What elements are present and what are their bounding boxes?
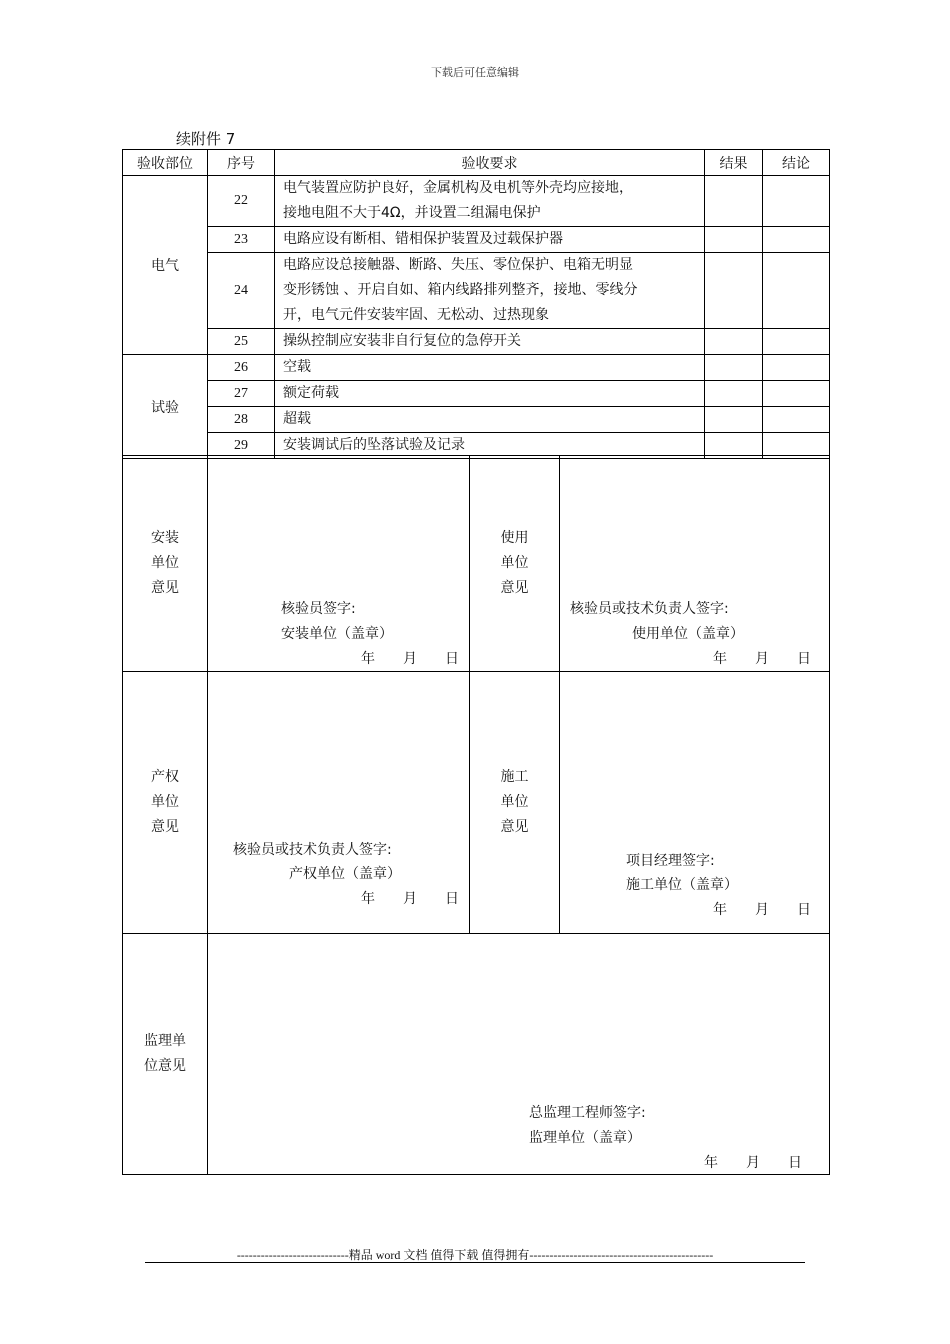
user-opinion-cell[interactable] bbox=[560, 456, 830, 672]
item-requirement: 空载 bbox=[275, 355, 705, 381]
opinion-row-owner-construct bbox=[123, 672, 830, 934]
result-cell[interactable] bbox=[705, 381, 763, 407]
item-requirement: 电路应设总接触器、断路、失压、零位保护、电箱无明显 变形锈蚀 、开启自如、箱内线路排列整齐，接地、零线分 开，电气元件安装牢固、无松动、过热现象 bbox=[275, 253, 705, 329]
supervise-date: 年 月 日 bbox=[704, 1155, 802, 1171]
table-row bbox=[123, 329, 830, 355]
construct-date: 年 月 日 bbox=[713, 902, 811, 918]
user-unit-stamp: 使用单位（盖章） bbox=[632, 626, 744, 642]
category-test: 试验 bbox=[123, 355, 208, 459]
table-row bbox=[123, 355, 830, 381]
item-requirement: 电气装置应防护良好，金属机构及电机等外壳均应接地， 接地电阻不大于4Ω，并设置二组漏电保护 bbox=[275, 176, 705, 227]
col-header-result: 结果 bbox=[705, 150, 763, 176]
item-requirement: 操纵控制应安装非自行复位的急停开关 bbox=[275, 329, 705, 355]
install-opinion-cell[interactable] bbox=[208, 456, 470, 672]
table-row bbox=[123, 176, 830, 227]
result-cell[interactable] bbox=[705, 227, 763, 253]
result-cell[interactable] bbox=[705, 355, 763, 381]
supervise-unit-stamp: 监理单位（盖章） bbox=[529, 1130, 641, 1146]
install-unit-label: 安装 单位 意见 bbox=[123, 456, 208, 672]
user-unit-label: 使用 单位 意见 bbox=[470, 456, 560, 672]
conclusion-cell[interactable] bbox=[763, 381, 830, 407]
category-electric: 电气 bbox=[123, 176, 208, 355]
table-row bbox=[123, 381, 830, 407]
owner-opinion-cell[interactable] bbox=[208, 672, 470, 934]
owner-unit-label: 产权 单位 意见 bbox=[123, 672, 208, 934]
footer-divider bbox=[145, 1262, 805, 1263]
owner-date: 年 月 日 bbox=[361, 891, 459, 907]
opinion-row-supervise bbox=[123, 934, 830, 1175]
conclusion-cell[interactable] bbox=[763, 253, 830, 329]
item-number: 27 bbox=[208, 381, 275, 407]
col-header-requirement: 验收要求 bbox=[275, 150, 705, 176]
supervise-sign-label: 总监理工程师签字: bbox=[529, 1105, 646, 1121]
user-date: 年 月 日 bbox=[713, 651, 811, 667]
result-cell[interactable] bbox=[705, 407, 763, 433]
attachment-label: 续附件 7 bbox=[176, 130, 236, 148]
footer-text: ----------------------------精品 word 文档 值得下载 值得拥有---------------------------------------------- bbox=[236, 1248, 714, 1262]
install-date: 年 月 日 bbox=[361, 651, 459, 667]
item-requirement: 安装调试后的坠落试验及记录 bbox=[275, 433, 705, 459]
install-sign-label: 核验员签字: bbox=[281, 601, 356, 617]
item-number: 28 bbox=[208, 407, 275, 433]
item-number: 26 bbox=[208, 355, 275, 381]
conclusion-cell[interactable] bbox=[763, 407, 830, 433]
table-row bbox=[123, 407, 830, 433]
supervise-unit-label: 监理单 位意见 bbox=[123, 934, 208, 1175]
result-cell[interactable] bbox=[705, 253, 763, 329]
construct-unit-stamp: 施工单位（盖章） bbox=[626, 877, 738, 893]
opinion-table bbox=[122, 455, 830, 1175]
conclusion-cell[interactable] bbox=[763, 176, 830, 227]
item-number: 24 bbox=[208, 253, 275, 329]
acceptance-table bbox=[122, 149, 830, 459]
conclusion-cell[interactable] bbox=[763, 329, 830, 355]
conclusion-cell[interactable] bbox=[763, 227, 830, 253]
item-number: 22 bbox=[208, 176, 275, 227]
table-header-row bbox=[123, 150, 830, 176]
owner-sign-label: 核验员或技术负责人签字: bbox=[233, 842, 392, 858]
item-requirement: 超载 bbox=[275, 407, 705, 433]
item-number: 23 bbox=[208, 227, 275, 253]
col-header-conclusion: 结论 bbox=[763, 150, 830, 176]
col-header-part: 验收部位 bbox=[123, 150, 208, 176]
conclusion-cell[interactable] bbox=[763, 355, 830, 381]
col-header-no: 序号 bbox=[208, 150, 275, 176]
table-row bbox=[123, 227, 830, 253]
supervise-opinion-cell[interactable] bbox=[208, 934, 830, 1175]
construct-unit-label: 施工 单位 意见 bbox=[470, 672, 560, 934]
result-cell[interactable] bbox=[705, 176, 763, 227]
top-note: 下载后可任意编辑 bbox=[431, 66, 519, 79]
owner-unit-stamp: 产权单位（盖章） bbox=[289, 866, 401, 882]
construct-sign-label: 项目经理签字: bbox=[626, 853, 715, 869]
result-cell[interactable] bbox=[705, 329, 763, 355]
item-number: 25 bbox=[208, 329, 275, 355]
construct-opinion-cell[interactable] bbox=[560, 672, 830, 934]
item-number: 29 bbox=[208, 433, 275, 459]
item-requirement: 电路应设有断相、错相保护装置及过载保护器 bbox=[275, 227, 705, 253]
opinion-row-install-user bbox=[123, 456, 830, 672]
user-sign-label: 核验员或技术负责人签字: bbox=[570, 601, 729, 617]
install-unit-stamp: 安装单位（盖章） bbox=[281, 626, 393, 642]
table-row bbox=[123, 253, 830, 329]
item-requirement: 额定荷载 bbox=[275, 381, 705, 407]
